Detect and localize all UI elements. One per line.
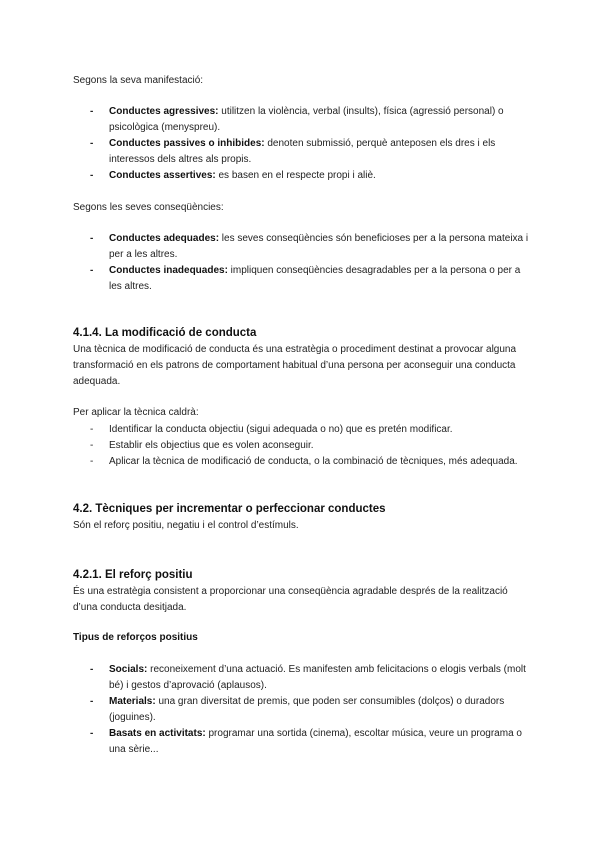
list-dash: - [90, 265, 94, 276]
item-text: impliquen conseqüències desagradables per a la persona o per a les altres. [109, 265, 521, 292]
item-term: Basats en activitats: [109, 728, 206, 739]
item-text: es basen en el respecte propi i aliè. [215, 170, 376, 181]
item-term: Conductes agressives: [109, 106, 219, 117]
item-text: Aplicar la tècnica de modificació de conducta, o la combinació de tècniques, més adequada. [109, 456, 518, 467]
list-item [90, 263, 534, 295]
list-item [90, 231, 534, 263]
list-item [90, 694, 534, 726]
item-text: les seves conseqüències són beneficioses per a la persona mateixa i per a les altres. [109, 233, 529, 260]
item-text: Establir els objectius que es volen aconseguir. [109, 440, 314, 451]
list-dash: - [90, 440, 94, 451]
item-text: denoten submissió, perquè anteposen els dres i els interessos dels altres als propis. [109, 138, 496, 165]
item-term: Conductes assertives: [109, 170, 216, 181]
list-dash: - [90, 456, 94, 467]
list-dash: - [90, 728, 94, 739]
section-paragraph: És una estratègia consistent a proporcionar una conseqüència agradable després de la realització d’una conducta desitjada. [73, 586, 508, 613]
list-item [90, 104, 534, 136]
list-item [90, 168, 534, 184]
item-term: Conductes passives o inhibides: [109, 138, 265, 149]
section-heading-414: 4.1.4. La modificació de conducta [73, 327, 257, 339]
technique-intro: Per aplicar la tècnica caldrà: [73, 407, 199, 418]
list-dash: - [90, 106, 94, 117]
section-paragraph: Una tècnica de modificació de conducta és una estratègia o procediment destinat a provocar alguna transformació en els patrons de comportament habitual d’una persona per aconseguir una conducta adequada. [73, 344, 517, 387]
manifest-intro: Segons la seva manifestació: [73, 75, 204, 86]
item-text: reconeixement d’una actuació. Es manifesten amb felicitacions o elogis verbals (molt bé) i gestos d’aprovació (aplausos). [109, 664, 526, 691]
conseq-intro: Segons les seves conseqüències: [73, 202, 224, 213]
list-item [90, 136, 534, 168]
section-paragraph: Són el reforç positiu, negatiu i el control d’estímuls. [73, 520, 299, 531]
list-dash: - [90, 424, 94, 435]
list-item [90, 662, 534, 694]
item-text: programar una sortida (cinema), escoltar música, veure un programa o una sèrie... [109, 728, 522, 755]
item-term: Materials: [109, 696, 156, 707]
item-text: Identificar la conducta objectiu (sigui adequada o no) que es pretén modificar. [109, 424, 453, 435]
list-item [90, 422, 534, 438]
item-text: utilitzen la violència, verbal (insults), física (agressió personal) o psicològica (menyspreu). [109, 106, 504, 133]
list-dash: - [90, 170, 94, 181]
subheading: Tipus de reforços positius [73, 632, 198, 643]
list-item [90, 454, 534, 470]
list-dash: - [90, 664, 94, 675]
item-term: Conductes inadequades: [109, 265, 228, 276]
section-heading-421: 4.2.1. El reforç positiu [73, 569, 193, 581]
item-term: Conductes adequades: [109, 233, 220, 244]
list-item [90, 438, 534, 454]
item-text: una gran diversitat de premis, que poden ser consumibles (dolços) o duradors (joguines). [109, 696, 505, 723]
list-item [90, 726, 534, 758]
section-heading-42: 4.2. Tècniques per incrementar o perfeccionar conductes [73, 503, 386, 515]
item-term: Socials: [109, 664, 148, 675]
list-dash: - [90, 233, 94, 244]
list-dash: - [90, 138, 94, 149]
list-dash: - [90, 696, 94, 707]
